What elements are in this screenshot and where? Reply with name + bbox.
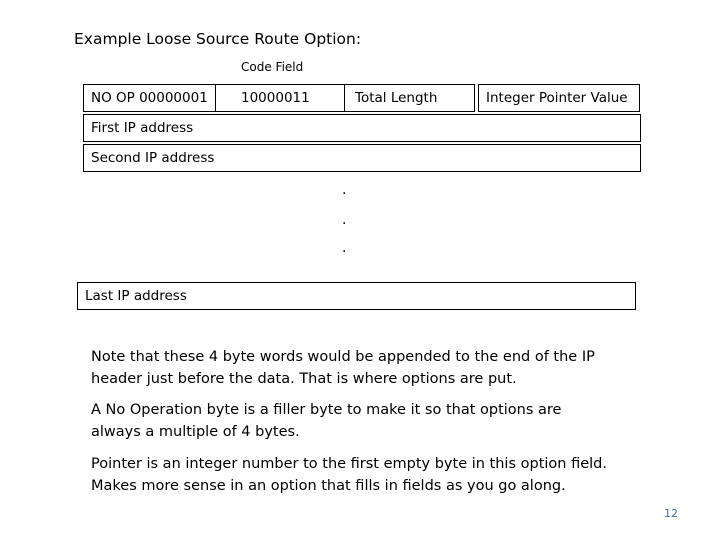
code-byte-box (215, 84, 344, 112)
page-number: 12 (664, 507, 678, 520)
no-op-byte-box (83, 84, 217, 112)
note-line: Pointer is an integer number to the first empty byte in this option field. (91, 456, 607, 472)
note-line: A No Operation byte is a filler byte to make it so that options are (91, 402, 562, 418)
code-field-label: Code Field (241, 60, 304, 74)
note-paragraph (91, 453, 607, 497)
note-paragraph (91, 399, 561, 443)
total-length-box (344, 84, 475, 112)
first-ip-box (83, 114, 641, 142)
last-ip-label: Last IP address (85, 288, 187, 304)
no-op-byte-label: NO OP 00000001 (91, 90, 208, 106)
ellipsis-dot: . (342, 212, 347, 228)
second-ip-label: Second IP address (91, 150, 215, 166)
pointer-box (478, 84, 640, 112)
note-line: Note that these 4 byte words would be appended to the end of the IP (91, 349, 595, 365)
code-byte-label: 10000011 (241, 90, 310, 106)
total-length-label: Total Length (355, 90, 438, 106)
first-ip-label: First IP address (91, 120, 194, 136)
slide-title: Example Loose Source Route Option: (74, 30, 362, 48)
last-ip-box (77, 282, 636, 310)
ellipsis-dot: . (342, 182, 347, 198)
note-line: header just before the data. That is where options are put. (91, 371, 517, 387)
note-line: Makes more sense in an option that fills in fields as you go along. (91, 478, 566, 494)
note-line: always a multiple of 4 bytes. (91, 424, 300, 440)
pointer-label: Integer Pointer Value (486, 90, 628, 106)
note-paragraph (91, 346, 595, 390)
ellipsis-dot: . (342, 240, 347, 256)
second-ip-box (83, 144, 641, 172)
